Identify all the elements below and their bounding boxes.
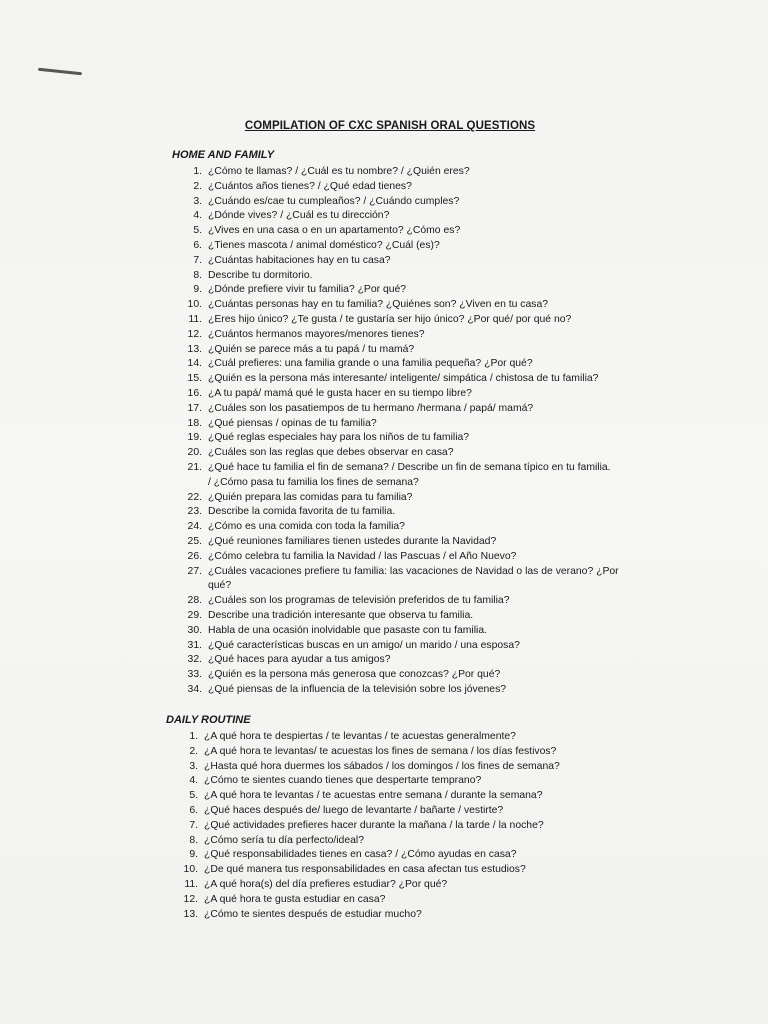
question-number: 12. (187, 328, 202, 340)
question-item (174, 878, 560, 893)
question-number: 5. (193, 225, 202, 237)
question-item (174, 819, 560, 834)
question-text: Describe la comida favorita de tu familia. (208, 506, 396, 518)
question-text: ¿Quién es la persona más interesante/ inteligente/ simpática / chistosa de tu familia? (208, 373, 599, 385)
question-item (178, 505, 619, 520)
question-item (178, 565, 619, 595)
question-text: ¿Cómo te llamas? / ¿Cuál es tu nombre? / ¿Quién eres? (208, 166, 470, 177)
question-number: 4. (189, 775, 198, 787)
question-text: ¿Eres hijo único? ¿Te gusta / te gustaría ser hijo único? ¿Por qué/ por qué no? (208, 313, 572, 325)
question-number: 17. (187, 402, 202, 414)
question-text: ¿Cómo te sientes después de estudiar mucho? (204, 908, 422, 920)
question-text: ¿Cuáles vacaciones prefiere tu familia: las vacaciones de Navidad o las de verano? ¿Por (208, 565, 619, 577)
question-item (178, 283, 619, 298)
question-text: Describe una tradición interesante que observa tu familia. (208, 609, 474, 621)
question-item (174, 745, 560, 760)
question-item (174, 804, 560, 819)
question-item (178, 328, 619, 343)
question-text: ¿Qué reglas especiales hay para los niños de tu familia? (208, 432, 470, 444)
question-item (178, 180, 619, 195)
question-number: 3. (189, 760, 198, 772)
question-text: ¿Qué piensas de la influencia de la televisión sobre los jóvenes? (208, 683, 507, 695)
question-text: ¿Cuántos hermanos mayores/menores tienes? (208, 328, 425, 340)
question-text: ¿Qué haces para ayudar a tus amigos? (208, 654, 391, 666)
question-list-home-and-family (178, 165, 619, 698)
question-number: 20. (187, 447, 202, 459)
question-item (178, 313, 619, 328)
question-text: ¿Quién se parece más a tu papá / tu mamá? (208, 343, 415, 355)
question-number: 4. (193, 210, 202, 222)
question-text: ¿Qué actividades prefieres hacer durante la mañana / la tarde / la noche? (204, 819, 544, 831)
question-item (178, 653, 619, 668)
question-item (178, 417, 619, 432)
question-item (178, 520, 619, 535)
question-text: ¿Cuándo es/cae tu cumpleaños? / ¿Cuándo cumples? (208, 195, 460, 207)
question-number: 9. (189, 849, 198, 861)
question-number: 19. (187, 432, 202, 444)
question-number: 5. (189, 790, 198, 802)
question-text: ¿Qué reuniones familiares tienen ustedes durante la Navidad? (208, 535, 497, 547)
question-text: ¿Vives en una casa o en un apartamento? ¿Cómo es? (208, 225, 461, 237)
question-text: ¿Dónde vives? / ¿Cuál es tu dirección? (208, 210, 390, 222)
question-item (174, 730, 560, 745)
question-text: ¿A qué hora te gusta estudiar en casa? (204, 893, 386, 905)
question-text: ¿Hasta qué hora duermes los sábados / los domingos / los fines de semana? (204, 760, 560, 772)
question-text: ¿Qué responsabilidades tienes en casa? / ¿Cómo ayudas en casa? (204, 849, 517, 861)
question-text: ¿Dónde prefiere vivir tu familia? ¿Por qué? (208, 284, 407, 296)
question-item (178, 550, 619, 565)
question-item (178, 639, 619, 654)
question-text: ¿Qué hace tu familia el fin de semana? / Describe un fin de semana típico en tu familia. (208, 461, 611, 473)
question-item (174, 774, 560, 789)
question-text: ¿Cuáles son los pasatiempos de tu hermano /hermana / papá/ mamá? (208, 402, 534, 414)
question-text: ¿A tu papá/ mamá qué le gusta hacer en su tiempo libre? (208, 387, 472, 399)
question-number: 18. (187, 417, 202, 429)
question-number: 11. (184, 878, 198, 890)
question-text: ¿Cuántos años tienes? / ¿Qué edad tienes? (208, 180, 412, 192)
question-number: 10. (187, 299, 202, 311)
question-number: 14. (187, 358, 202, 370)
question-number: 25. (187, 535, 202, 547)
pen-mark (38, 68, 82, 76)
question-item (178, 624, 619, 639)
question-item (174, 908, 560, 923)
question-number: 12. (183, 893, 198, 905)
question-number: 15. (187, 373, 202, 385)
question-text: ¿Cuáles son las reglas que debes observar en casa? (208, 447, 454, 459)
question-item (178, 491, 619, 506)
question-text-continuation: qué? (208, 580, 232, 592)
question-list-daily-routine (174, 730, 560, 922)
question-text: ¿Quién prepara las comidas para tu familia? (208, 491, 413, 503)
document-title: COMPILATION OF CXC SPANISH ORAL QUESTIONS (244, 120, 536, 132)
question-item (178, 195, 619, 210)
question-number: 16. (187, 387, 202, 399)
question-item (178, 535, 619, 550)
question-item (178, 402, 619, 417)
question-text: ¿Qué piensas / opinas de tu familia? (208, 417, 377, 429)
question-item (178, 209, 619, 224)
question-item (174, 834, 560, 849)
question-item (178, 431, 619, 446)
question-number: 1. (193, 166, 202, 177)
question-item (178, 594, 619, 609)
question-text: ¿A qué hora te levantas/ te acuestas los fines de semana / los días festivos? (204, 745, 557, 757)
question-text: ¿A qué hora te levantas / te acuestas entre semana / durante la semana? (204, 790, 543, 802)
section-heading-home-and-family: HOME AND FAMILY (172, 149, 275, 161)
question-number: 21. (187, 461, 202, 473)
question-text: ¿Qué características buscas en un amigo/ un marido / una esposa? (208, 639, 520, 651)
question-item (178, 254, 619, 269)
question-item (178, 609, 619, 624)
question-number: 6. (189, 804, 198, 816)
section-heading-daily-routine: DAILY ROUTINE (166, 714, 251, 726)
question-number: 7. (189, 819, 198, 831)
question-number: 6. (193, 239, 202, 251)
question-item (178, 461, 619, 491)
question-number: 26. (187, 550, 202, 562)
question-item (178, 683, 619, 698)
question-text: ¿A qué hora te despiertas / te levantas / te acuestas generalmente? (204, 731, 516, 742)
question-item (178, 298, 619, 313)
question-text: ¿Cómo te sientes cuando tienes que despertarte temprano? (204, 775, 482, 787)
question-number: 10. (183, 864, 198, 876)
question-item (178, 668, 619, 683)
question-number: 2. (193, 180, 202, 192)
question-item (174, 789, 560, 804)
question-item (178, 269, 619, 284)
question-item (174, 848, 560, 863)
question-number: 29. (187, 609, 202, 621)
question-text-continuation: / ¿Cómo pasa tu familia los fines de semana? (208, 476, 419, 488)
question-item (174, 863, 560, 878)
question-number: 9. (193, 284, 202, 296)
question-number: 22. (187, 491, 202, 503)
question-text: ¿Quién es la persona más generosa que conozcas? ¿Por qué? (208, 669, 501, 681)
question-number: 7. (193, 254, 202, 266)
question-item (178, 224, 619, 239)
question-number: 34. (187, 683, 202, 695)
question-text: Habla de una ocasión inolvidable que pasaste con tu familia. (208, 624, 487, 636)
question-number: 2. (189, 745, 198, 757)
question-item (178, 165, 619, 180)
question-text: ¿Cuál prefieres: una familia grande o una familia pequeña? ¿Por qué? (208, 358, 533, 370)
question-text: ¿Qué haces después de/ luego de levantarte / bañarte / vestirte? (204, 804, 504, 816)
question-number: 11. (188, 313, 202, 325)
question-text: ¿Cuáles son los programas de televisión preferidos de tu familia? (208, 595, 510, 607)
question-text: ¿Tienes mascota / animal doméstico? ¿Cuál (es)? (208, 239, 440, 251)
question-number: 8. (189, 834, 198, 846)
question-item (174, 760, 560, 775)
question-number: 23. (187, 506, 202, 518)
question-number: 31. (187, 639, 202, 651)
question-number: 13. (183, 908, 198, 920)
question-item (178, 387, 619, 402)
question-item (178, 446, 619, 461)
question-number: 28. (187, 595, 202, 607)
question-text: ¿Cuántas personas hay en tu familia? ¿Quiénes son? ¿Viven en tu casa? (208, 299, 549, 311)
question-number: 3. (193, 195, 202, 207)
question-number: 32. (187, 654, 202, 666)
question-text: ¿Cómo sería tu día perfecto/ideal? (204, 834, 364, 846)
question-text: Describe tu dormitorio. (208, 269, 313, 281)
question-number: 33. (187, 669, 202, 681)
question-item (178, 357, 619, 372)
question-text: ¿Cómo es una comida con toda la familia? (208, 521, 405, 533)
question-number: 30. (187, 624, 202, 636)
question-number: 24. (187, 521, 202, 533)
question-item (174, 893, 560, 908)
question-text: ¿Cómo celebra tu familia la Navidad / las Pascuas / el Año Nuevo? (208, 550, 517, 562)
question-number: 1. (189, 731, 198, 742)
question-item (178, 239, 619, 254)
question-text: ¿De qué manera tus responsabilidades en casa afectan tus estudios? (204, 864, 526, 876)
question-number: 8. (193, 269, 202, 281)
question-text: ¿Cuántas habitaciones hay en tu casa? (208, 254, 391, 266)
question-item (178, 372, 619, 387)
question-number: 27. (187, 565, 202, 577)
question-item (178, 343, 619, 358)
question-text: ¿A qué hora(s) del día prefieres estudiar? ¿Por qué? (204, 878, 448, 890)
question-number: 13. (187, 343, 202, 355)
